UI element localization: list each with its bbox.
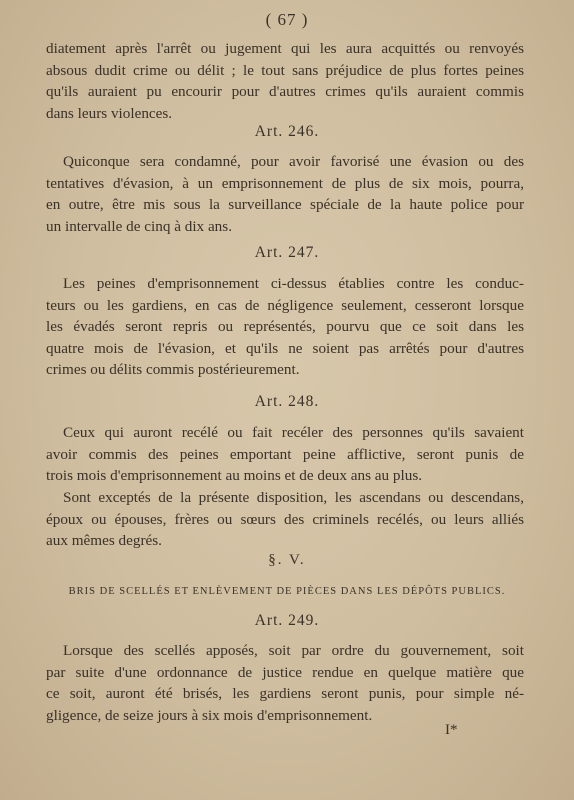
section-mark: §. V. (268, 552, 306, 568)
text-line: diatement après l'arrêt ou jugement qui les aura acquittés ou renvoyés (46, 40, 524, 57)
text-line: en outre, être mis sous la surveillance spéciale de la haute police pour (46, 196, 524, 213)
text-line: un intervalle de cinq à dix ans. (46, 217, 232, 235)
article-247-heading: Art. 247. (254, 244, 320, 261)
text-line: par suite d'une ordonnance de justice rendue en quelque matière que (46, 663, 524, 681)
article-249-heading: Art. 249. (254, 612, 320, 629)
text-line: teurs ou les gardiens, en cas de négligence seulement, cesseront lorsque (46, 296, 524, 314)
text-line: Lorsque des scellés apposés, soit par ordre du gouvernement, soit (63, 642, 524, 659)
text-line: crimes ou délits commis postérieurement. (46, 361, 300, 378)
section-title: BRIS DE SCELLÉS ET ENLÈVEMENT DE PIÈCES DANS LES DÉPÔTS PUBLICS. (68, 586, 506, 597)
text-line: les évadés seront repris ou représentés, pourvu que ce soit dans les (46, 318, 524, 335)
text-line: Les peines d'emprisonnement ci-dessus établies contre les conduc- (63, 275, 524, 292)
text-line: gligence, de seize jours à six mois d'emprisonnement. (46, 706, 373, 724)
text-line: avoir commis des peines emportant peine afflictive, seront punis de (46, 445, 524, 463)
text-line: trois mois d'emprisonnement au moins et de deux ans au plus. (46, 467, 423, 484)
article-246-paragraph (46, 151, 524, 237)
text-line: absous dudit crime ou délit ; le tout sans préjudice de plus fortes peines (46, 61, 524, 79)
text-line: ce soit, auront été brisés, les gardiens seront punis, pour simple né- (46, 685, 524, 702)
text-line: aux mêmes degrés. (46, 532, 162, 549)
text-line: tentatives d'évasion, à un emprisonnement de plus de six mois, pourra, (46, 174, 524, 192)
intro-paragraph (46, 38, 524, 124)
article-247-paragraph (46, 273, 524, 381)
page-number: ( 67 ) (265, 10, 309, 29)
text-line: époux ou épouses, frères ou sœurs des criminels recélés, ou leurs alliés (46, 510, 524, 528)
text-line: Sont exceptés de la présente disposition, les ascendans ou descendans, (63, 489, 524, 506)
text-line: quatre mois de l'évasion, et qu'ils ne soient pas arrêtés pour d'autres (46, 339, 524, 357)
text-line: Ceux qui auront recélé ou fait recéler des personnes qu'ils savaient (63, 424, 524, 441)
signature-mark: I* (445, 722, 458, 738)
text-line: dans leurs violences. (46, 104, 173, 122)
article-248-paragraph-1 (46, 422, 524, 487)
text-line: qu'ils auraient pu encourir pour d'autres crimes qu'ils auraient commis (46, 83, 524, 100)
article-249-paragraph (46, 640, 524, 726)
article-246-heading: Art. 246. (254, 123, 320, 140)
text-line: Quiconque sera condamné, pour avoir favorisé une évasion ou des (63, 153, 524, 170)
article-248-paragraph-2 (46, 487, 524, 552)
article-248-heading: Art. 248. (254, 393, 320, 410)
